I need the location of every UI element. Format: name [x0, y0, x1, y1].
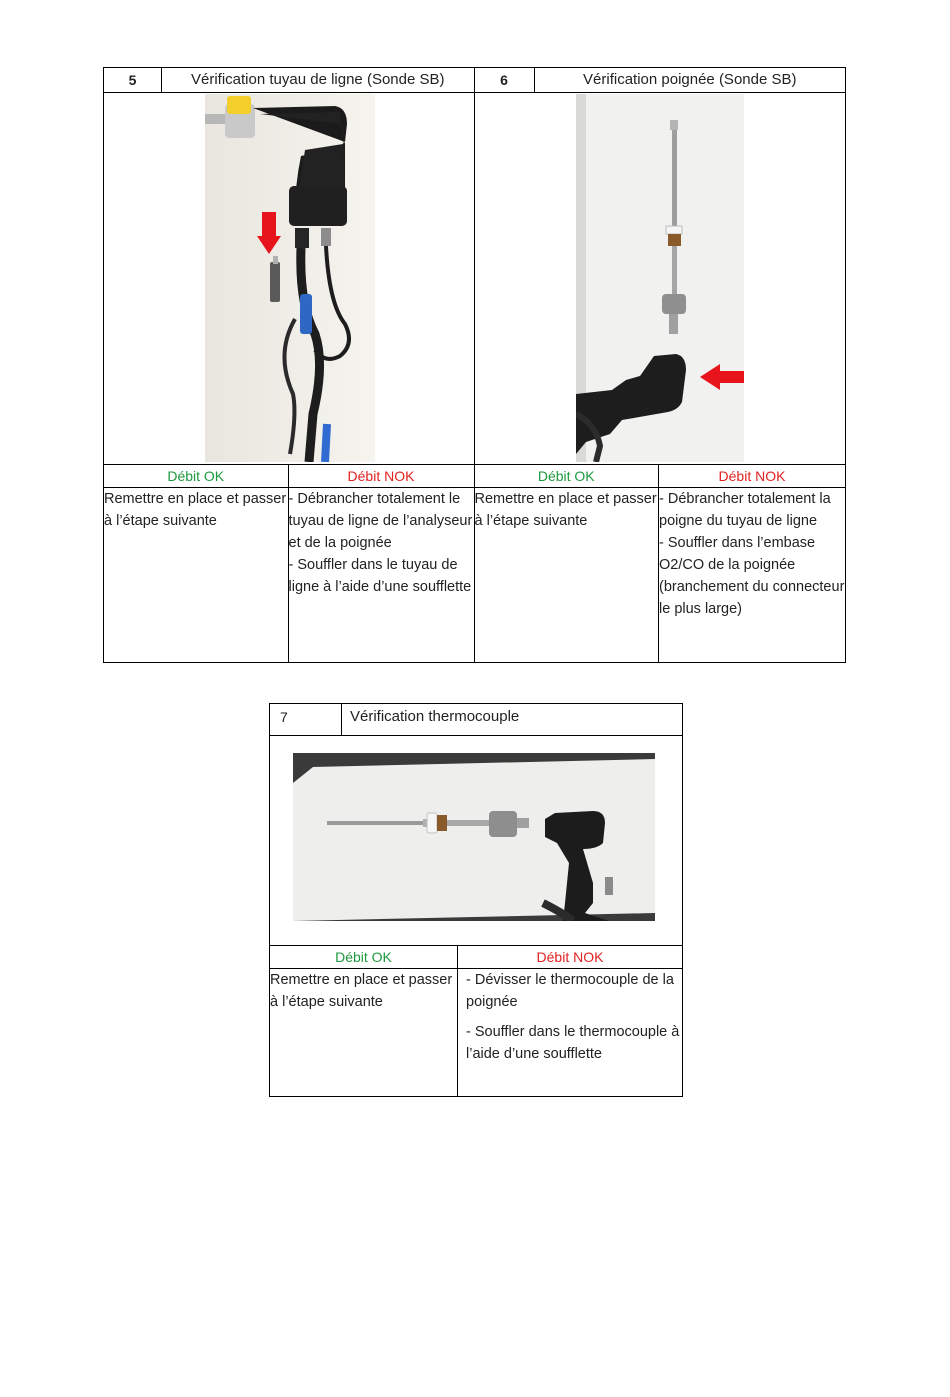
- step7-number: 7: [270, 704, 342, 736]
- step6-nok-header: Débit NOK: [659, 465, 846, 488]
- step7-ok-text: Remettre en place et passer à l’étape suivante: [270, 969, 458, 1097]
- step7-photo: [293, 753, 655, 921]
- step7-title: Vérification thermocouple: [342, 704, 683, 736]
- step6-photo: [576, 94, 744, 462]
- step5-number: 5: [104, 68, 162, 93]
- step5-nok-line-2: - Souffler dans le tuyau de ligne à l’aide d’une soufflette: [288, 557, 472, 595]
- step6-title: Vérification poignée (Sonde SB): [534, 68, 846, 93]
- step5-nok-header: Débit NOK: [288, 465, 474, 488]
- step5-nok-text: [288, 488, 474, 663]
- step5-ok-text: Remettre en place et passer à l’étape suivante: [104, 488, 289, 663]
- step7-nok-text: [458, 969, 683, 1097]
- step6-nok-line-1: - Débrancher totalement la poigne du tuyau de ligne: [659, 491, 831, 529]
- step7-nok-header: Débit NOK: [458, 946, 683, 969]
- step5-title: Vérification tuyau de ligne (Sonde SB): [162, 68, 475, 93]
- step6-ok-header: Débit OK: [474, 465, 659, 488]
- step6-nok-text: [659, 488, 846, 663]
- step7-nok-line-1: - Dévisser le thermocouple de la poignée: [466, 972, 674, 1010]
- step5-photo: [205, 94, 375, 462]
- step7-nok-line-2: - Souffler dans le thermocouple à l’aide d’une soufflette: [466, 1024, 680, 1062]
- step6-number: 6: [474, 68, 534, 93]
- step5-ok-header: Débit OK: [104, 465, 289, 488]
- step7-ok-header: Débit OK: [270, 946, 458, 969]
- step5-nok-line-1: - Débrancher totalement le tuyau de ligne de l’analyseur et de la poignée: [288, 491, 473, 551]
- step6-nok-line-2: - Souffler dans l’embase O2/CO de la poignée (branchement du connecteur le plus large): [659, 535, 845, 617]
- step6-ok-text: Remettre en place et passer à l’étape suivante: [474, 488, 659, 663]
